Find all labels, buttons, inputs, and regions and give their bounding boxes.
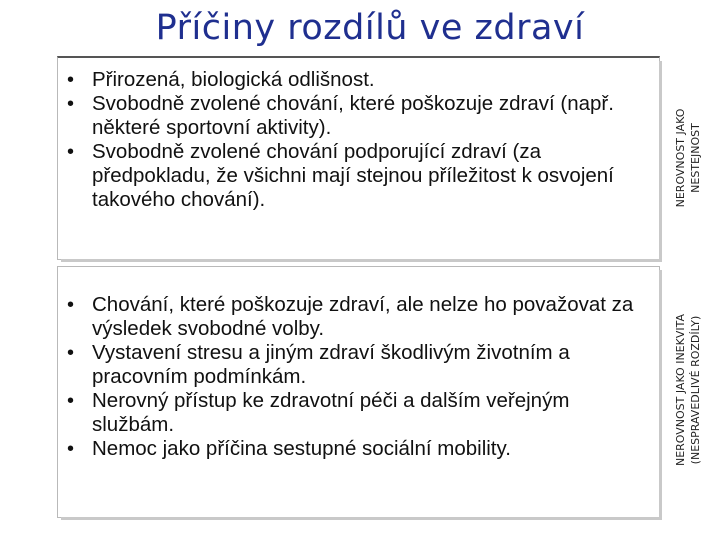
side-label-top — [673, 58, 703, 258]
bullet-list-bottom — [58, 267, 659, 461]
side-label-bottom-line2: (NESPRAVEDLIVÉ ROZDÍLY) — [689, 315, 702, 465]
list-item: • Chování, které poškozuje zdraví, ale nelze ho považovat za výsledek svobodné volby. — [58, 293, 659, 341]
list-item: • Nerovný přístup ke zdravotní péči a dalším veřejným službám. — [58, 389, 659, 437]
bullet-list-top — [58, 58, 659, 212]
list-item: • Nemoc jako příčina sestupné sociální mobility. — [58, 437, 659, 461]
list-item: • Přirozená, biologická odlišnost. — [58, 68, 659, 92]
side-label-bottom-line1: NEROVNOST JAKO INEKVITA — [674, 313, 687, 467]
list-item: • Vystavení stresu a jiným zdraví škodlivým životním a pracovním podmínkám. — [58, 341, 659, 389]
side-label-top-line2: NESTEJNOST — [689, 123, 702, 193]
side-label-bottom — [673, 260, 703, 520]
side-label-top-line1: NEROVNOST JAKO — [674, 108, 687, 208]
list-item: • Svobodně zvolené chování podporující zdraví (za předpokladu, že všichni mají stejnou příležitost k osvojení takového chování). — [58, 140, 659, 212]
panel-inequality-as-difference — [57, 56, 660, 260]
panel-inequality-as-inequity — [57, 266, 660, 518]
list-item: • Svobodně zvolené chování, které poškozuje zdraví (např. některé sportovní aktivity). — [58, 92, 659, 140]
page-title: Příčiny rozdílů ve zdraví — [155, 8, 585, 48]
